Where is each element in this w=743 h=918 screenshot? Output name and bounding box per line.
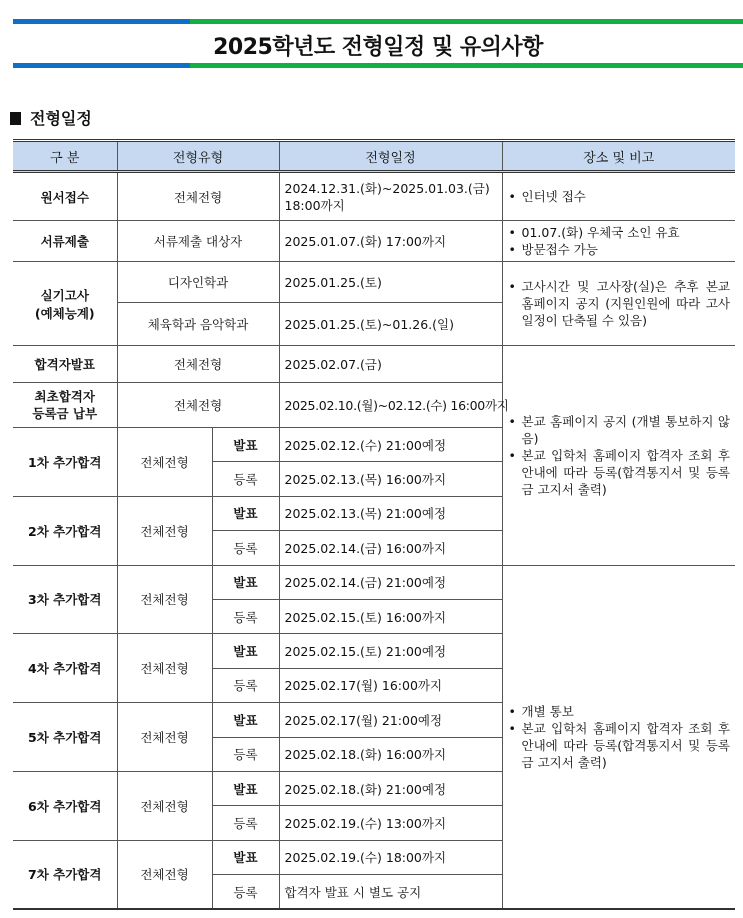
announce-label: 발표 bbox=[212, 496, 279, 530]
notes-cell: • 01.07.(화) 우체국 소인 유효 • 방문접수 가능 bbox=[502, 221, 735, 262]
category-cell: 4차 추가합격 bbox=[13, 634, 117, 703]
announce-label: 발표 bbox=[212, 634, 279, 668]
category-cell: 7차 추가합격 bbox=[13, 840, 117, 909]
register-label: 등록 bbox=[212, 737, 279, 771]
schedule-cell: 2025.01.25.(토) bbox=[279, 262, 502, 303]
category-cell: 5차 추가합격 bbox=[13, 703, 117, 772]
notes-cell: • 인터넷 접수 bbox=[502, 172, 735, 221]
table-row bbox=[13, 221, 735, 262]
table-row bbox=[13, 346, 735, 383]
announce-label: 발표 bbox=[212, 771, 279, 805]
category-cell: 2차 추가합격 bbox=[13, 496, 117, 565]
type-cell: 전체전형 bbox=[117, 565, 212, 634]
schedule-cell: 2025.02.19.(수) 13:00까지 bbox=[279, 806, 502, 840]
category-cell: 실기고사 (예체능계) bbox=[13, 262, 117, 346]
schedule-cell: 2025.02.18.(화) 16:00까지 bbox=[279, 737, 502, 771]
notes-cell: • 고사시간 및 고사장(실)은 추후 본교 홈페이지 공지 (지원인원에 따라 고사일정이 단축될 수 있음) bbox=[502, 262, 735, 346]
header-type: 전형유형 bbox=[117, 141, 279, 172]
table-row bbox=[13, 172, 735, 221]
notes-cell: • 본교 홈페이지 공지 (개별 통보하지 않음) • 본교 입학처 홈페이지 합격자 조회 후 안내에 따라 등록(합격통지서 및 등록금 고지서 출력) bbox=[502, 346, 735, 566]
title-top-bar bbox=[13, 19, 743, 24]
header-category: 구 분 bbox=[13, 141, 117, 172]
announce-label: 발표 bbox=[212, 565, 279, 599]
schedule-cell: 2025.02.14.(금) 16:00까지 bbox=[279, 531, 502, 565]
header-row bbox=[13, 141, 735, 172]
type-cell: 디자인학과 bbox=[117, 262, 279, 303]
schedule-cell: 2025.01.07.(화) 17:00까지 bbox=[279, 221, 502, 262]
table-row bbox=[13, 565, 735, 599]
type-cell: 전체전형 bbox=[117, 428, 212, 497]
type-cell: 전체전형 bbox=[117, 634, 212, 703]
schedule-cell: 2025.02.15.(토) 16:00까지 bbox=[279, 599, 502, 633]
register-label: 등록 bbox=[212, 531, 279, 565]
schedule-cell: 2025.02.13.(목) 21:00예정 bbox=[279, 496, 502, 530]
register-label: 등록 bbox=[212, 875, 279, 909]
schedule-cell: 2025.02.13.(목) 16:00까지 bbox=[279, 462, 502, 496]
type-cell: 전체전형 bbox=[117, 496, 212, 565]
category-cell: 합격자발표 bbox=[13, 346, 117, 383]
notes-cell: • 개별 통보 • 본교 입학처 홈페이지 합격자 조회 후 안내에 따라 등록(합격통지서 및 등록금 고지서 출력) bbox=[502, 565, 735, 909]
schedule-cell: 2025.02.12.(수) 21:00예정 bbox=[279, 428, 502, 462]
announce-label: 발표 bbox=[212, 428, 279, 462]
announce-label: 발표 bbox=[212, 703, 279, 737]
schedule-cell: 2024.12.31.(화)~2025.01.03.(금) 18:00까지 bbox=[279, 172, 502, 221]
category-cell: 1차 추가합격 bbox=[13, 428, 117, 497]
type-cell: 전체전형 bbox=[117, 840, 212, 909]
page-title: 2025학년도 전형일정 및 유의사항 bbox=[213, 35, 543, 60]
header-schedule: 전형일정 bbox=[279, 141, 502, 172]
schedule-cell: 2025.02.17(월) 16:00까지 bbox=[279, 668, 502, 702]
schedule-cell: 2025.02.10.(월)~02.12.(수) 16:00까지 bbox=[279, 383, 502, 428]
table-row bbox=[13, 262, 735, 303]
type-cell: 전체전형 bbox=[117, 771, 212, 840]
register-label: 등록 bbox=[212, 668, 279, 702]
schedule-cell: 2025.02.07.(금) bbox=[279, 346, 502, 383]
register-label: 등록 bbox=[212, 806, 279, 840]
category-cell: 3차 추가합격 bbox=[13, 565, 117, 634]
announce-label: 발표 bbox=[212, 840, 279, 874]
type-cell: 서류제출 대상자 bbox=[117, 221, 279, 262]
schedule-cell: 2025.01.25.(토)~01.26.(일) bbox=[279, 303, 502, 346]
category-cell: 서류제출 bbox=[13, 221, 117, 262]
schedule-cell: 2025.02.15.(토) 21:00예정 bbox=[279, 634, 502, 668]
schedule-cell: 합격자 발표 시 별도 공지 bbox=[279, 875, 502, 909]
square-bullet-icon bbox=[10, 112, 21, 125]
header-notes: 장소 및 비고 bbox=[502, 141, 735, 172]
register-label: 등록 bbox=[212, 462, 279, 496]
schedule-cell: 2025.02.18.(화) 21:00예정 bbox=[279, 771, 502, 805]
section-heading: 전형일정 bbox=[10, 106, 92, 129]
category-cell: 원서접수 bbox=[13, 172, 117, 221]
type-cell: 체육학과 음악학과 bbox=[117, 303, 279, 346]
category-cell: 6차 추가합격 bbox=[13, 771, 117, 840]
type-cell: 전체전형 bbox=[117, 703, 212, 772]
schedule-cell: 2025.02.14.(금) 21:00예정 bbox=[279, 565, 502, 599]
type-cell: 전체전형 bbox=[117, 346, 279, 383]
schedule-cell: 2025.02.19.(수) 18:00까지 bbox=[279, 840, 502, 874]
register-label: 등록 bbox=[212, 599, 279, 633]
schedule-cell: 2025.02.17(월) 21:00예정 bbox=[279, 703, 502, 737]
type-cell: 전체전형 bbox=[117, 172, 279, 221]
type-cell: 전체전형 bbox=[117, 383, 279, 428]
schedule-table bbox=[13, 139, 735, 910]
category-cell: 최초합격자 등록금 납부 bbox=[13, 383, 117, 428]
title-bottom-bar bbox=[13, 63, 743, 68]
